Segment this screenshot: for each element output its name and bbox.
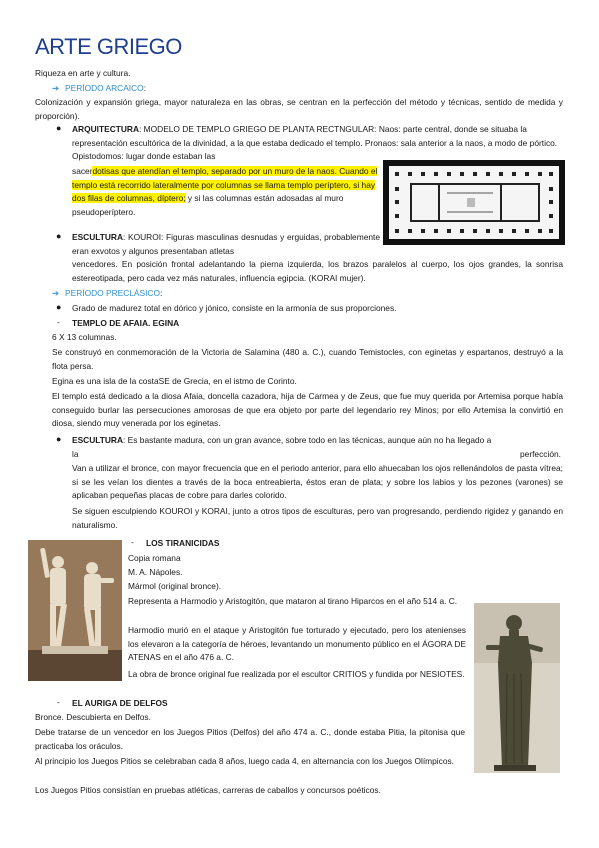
dash-icon: - (131, 537, 134, 547)
afaia-title: TEMPLO DE AFAIA. EGINA (72, 318, 180, 328)
arrow-right-icon: ➔ (52, 83, 60, 93)
auriga-title: EL AURIGA DE DELFOS (72, 698, 168, 708)
auriga-p1: Debe tratarse de un vencedor en los Juegos Pitios (Delfos) del año 474 a. C., donde estaba Pitia, la pitonisa que practicaba los oráculos. (35, 727, 465, 751)
auriga-p2: Al principio los Juegos Pitios se celebraban cada 8 años, luego cada 4, en alternancia con los Juegos Olímpicos. (35, 756, 454, 766)
preclasico-bullet: Grado de madurez total en dórico y jónico, consiste en la armonía de sus proporciones. (72, 303, 397, 313)
afaia-p3: El templo está dedicado a la diosa Afaia, doncella cazadora, hija de Carmea y de Zeus, que fue muy querida por Artemisa porque había conseguido burlar las persecuciones amorosas de que era objeto por parte del legendario rey Minos; por ello Artemisa la convirtió en diosa, siendo muy venerada por los eginetas. (52, 391, 563, 429)
temple-plan-image (383, 160, 565, 245)
arcaico-arquitectura-top: ARQUITECTURA: MODELO DE TEMPLO GRIEGO DE PLANTA RECTNGULAR: Naos: parte central, donde se situaba la representación escultórica de la divinidad, a la que estaba dedicado el templo. Pronaos: sala anterior a la naos, a modo de pórtico. Opistodomos: lugar donde estaban las (72, 124, 558, 162)
auriga-image (474, 603, 560, 773)
arcaico-escultura-top: ESCULTURA: KOUROI: Figuras masculinas desnudas y erguidas, probablemente eran exvotos y algunos presentaban atletas (72, 232, 380, 256)
arcaico-arquitectura-rest: sacerdotisas que atendían el templo, separado por un muro de la naos. Cuando el templo está recorrido lateralmente por columnas se llama templo períptero, si hay dos filas de columnas, díptero; y si las columnas están adosadas al muro pseudoperíptero. (72, 166, 378, 217)
tiranicidas-l2: M. A. Nápoles. (128, 567, 183, 577)
auriga-p3: Los Juegos Pitios consistían en pruebas atléticas, carreras de caballos y concursos poéticos. (35, 785, 381, 795)
tiranicidas-p2: Harmodio murió en el ataque y Aristogitón fue torturado y ejecutado, pero los atenienses los elevaron a la categoría de héroes, levantando un monumento público en el ÁGORA DE ATENAS en el año 476 a. C. (128, 625, 466, 663)
tiranicidas-l3: Mármol (original bronce). (128, 581, 222, 591)
bullet-icon: ● (56, 231, 62, 241)
afaia-p2: Egina es una isla de la costaSE de Grecia, en el istmo de Corinto. (52, 376, 297, 386)
preclasico-escultura-perfeccion: perfección. (520, 449, 561, 459)
arrow-right-icon: ➔ (52, 288, 60, 298)
page-title: ARTE GRIEGO (35, 34, 182, 59)
arcaico-escultura-rest: vencedores. En posición frontal adelantando la pierna izquierda, los brazos paralelos al cuerpo, los ojos grandes, la sonrisa estereotipada, pero cada vez más naturales, influencia egipcia. (KORAI mujer). (72, 259, 563, 283)
section-preclasico-heading: ➔ PERÍODO PRECLÁSICO: (52, 288, 163, 298)
tiranicidas-title: LOS TIRANICIDAS (146, 538, 220, 548)
preclasico-escultura-p3: Se siguen esculpiendo KOUROI y KORAI, junto a otros tipos de esculturas, pero van progresando, perdiendo rigidez y ganando en naturalismo. (72, 506, 563, 530)
tiranicidas-l1: Copia romana (128, 553, 181, 563)
preclasico-escultura-la: la (72, 449, 79, 459)
arcaico-intro: Colonización y expansión griega, mayor naturaleza en las obras, se centran en la perfección del método y técnicas, sentido de medida y proporción). (35, 97, 563, 121)
preclasico-escultura-line1: ESCULTURA: Es bastante madura, con un gran avance, sobre todo en las técnicas, aunque aún no ha llegado a (72, 435, 492, 445)
auriga-l1: Bronce. Descubierta en Delfos. (35, 712, 151, 722)
bullet-icon: ● (56, 434, 62, 444)
afaia-columns: 6 X 13 columnas. (52, 332, 117, 342)
dash-icon: - (57, 697, 60, 707)
tiranicidas-image (28, 540, 122, 681)
bullet-icon: ● (56, 123, 62, 133)
bullet-icon: ● (56, 302, 62, 312)
subtitle: Riqueza en arte y cultura. (35, 68, 131, 78)
tiranicidas-p1: Representa a Harmodio y Aristogitón, que mataron al tirano Hiparcos en el año 514 a. C. (128, 596, 458, 606)
tiranicidas-p3: La obra de bronce original fue realizada por el escultor CRITIOS y fundida por NESIOTES. (128, 669, 465, 679)
afaia-p1: Se construyó en conmemoración de la Victoria de Salamina (480 a. C.), cuando Temistocles, con eginetas y espartanos, destruyó a la flota persa. (52, 347, 563, 371)
preclasico-escultura-p2: Van a utilizar el bronce, con mayor frecuencia que en el periodo anterior, para ello ahuecaban los ojos rellenándolos de pasta vítrea; si se les veían los dientes a través de la boca entreabierta, éstos eran de plata; y sobre los labios y los pezones (varones) se aplicaban pequeñas placas de cobre para darles colorido. (72, 463, 563, 501)
section-arcaico-heading: ➔ PERÍODO ARCAICO: (52, 83, 147, 93)
dash-icon: - (57, 317, 60, 327)
